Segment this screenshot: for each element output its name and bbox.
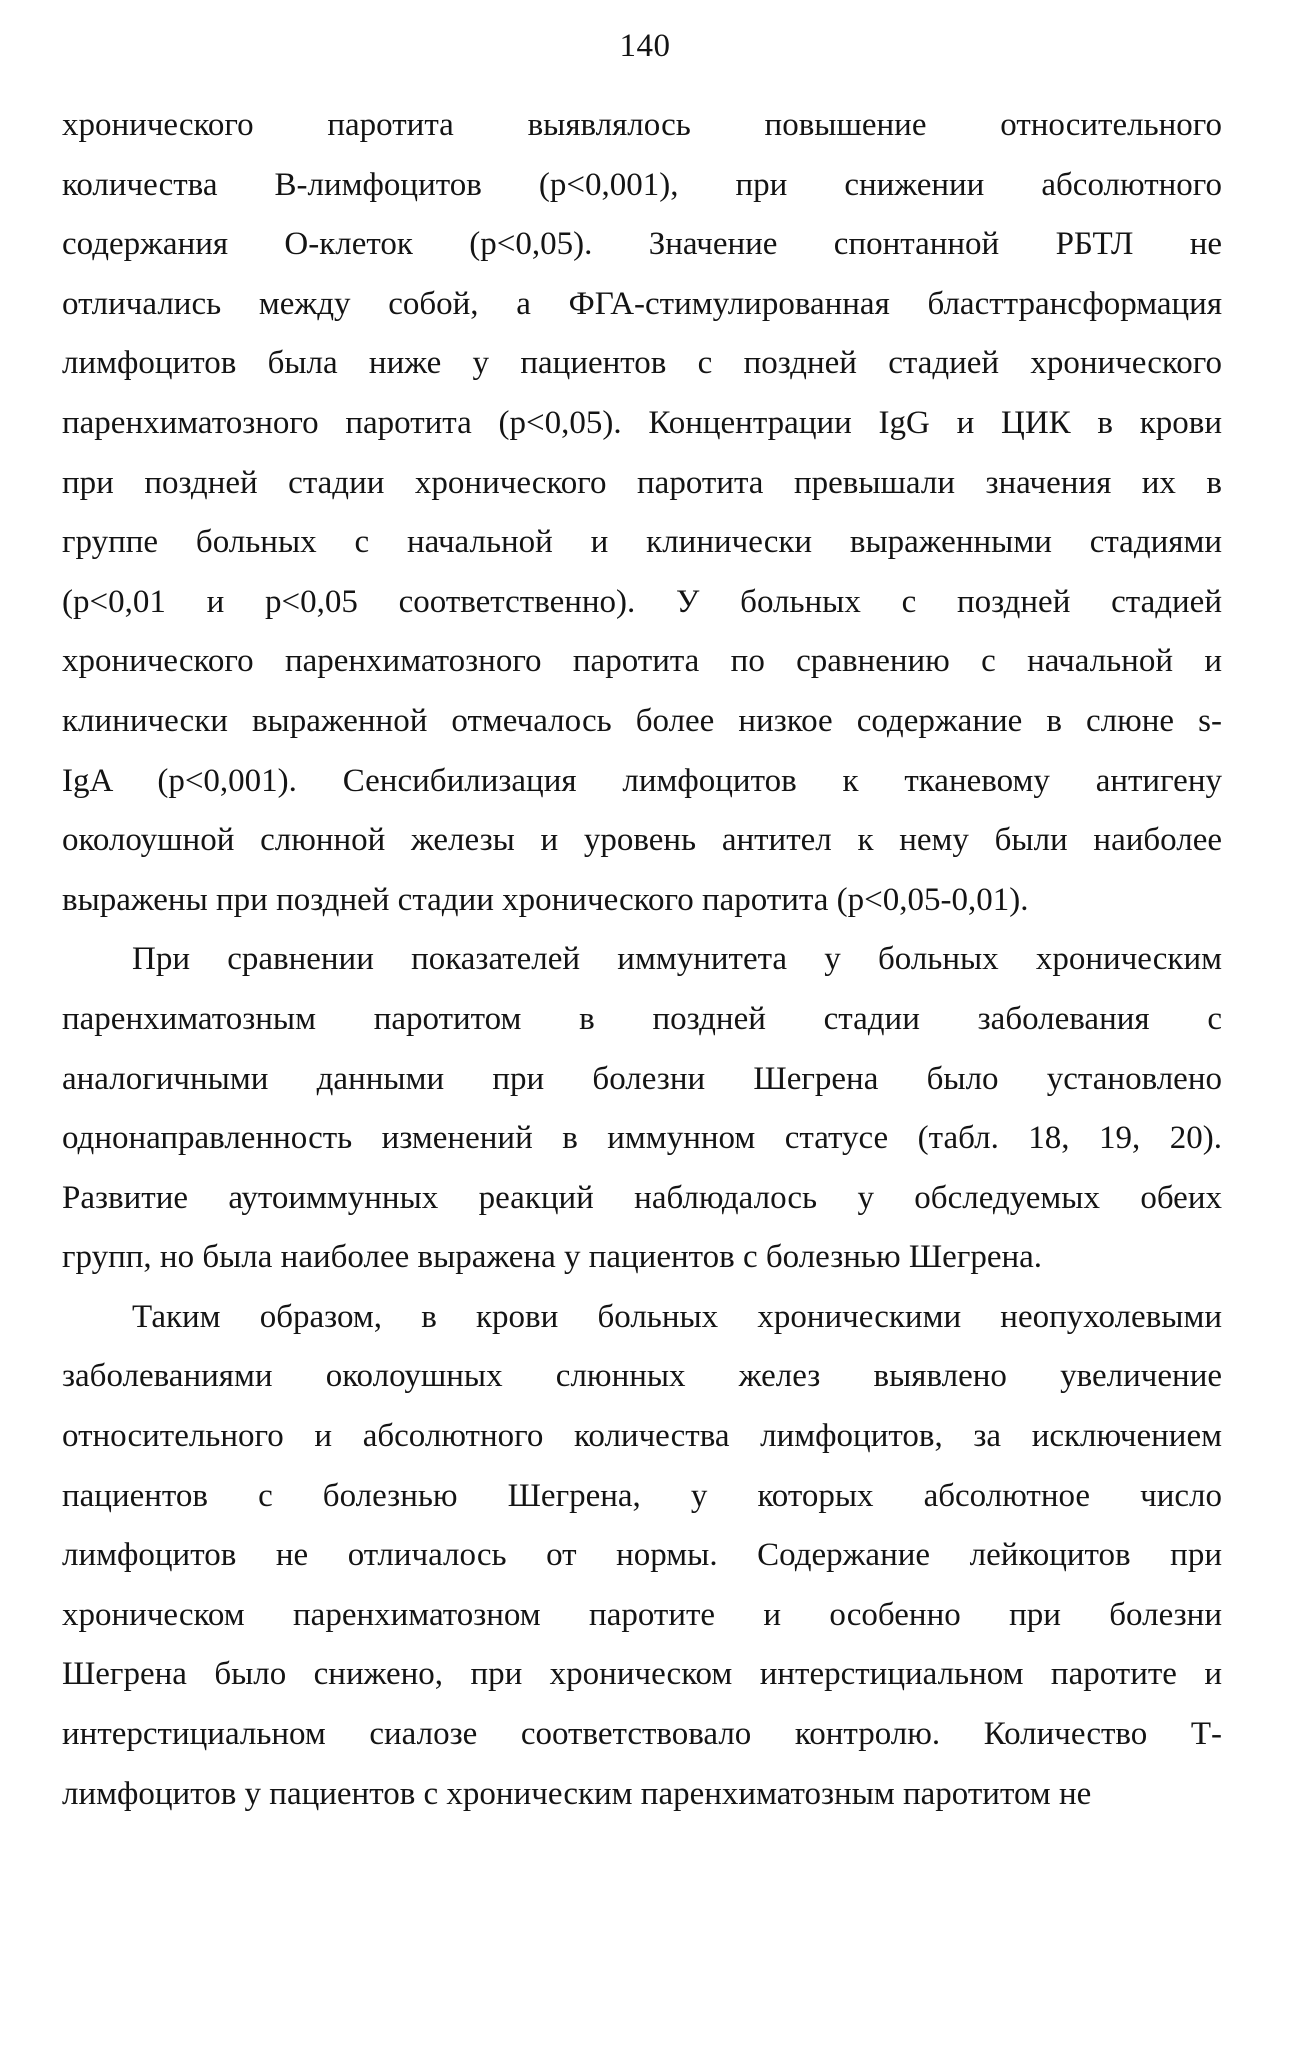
text-line: пациентов с болезнью Шегрена, у которых абсолютное число — [62, 1477, 1222, 1514]
text-line: околоушной слюнной железы и уровень антител к нему были наиболее — [62, 822, 1222, 859]
text-line: хронического паренхиматозного паротита по сравнению с начальной и — [62, 643, 1222, 680]
text-line: Таким образом, в крови больных хроническими неопухолевыми — [132, 1298, 1222, 1335]
text-line: Шегрена было снижено, при хроническом интерстициальном паротите и — [62, 1656, 1222, 1693]
text-line: хроническом паренхиматозном паротите и особенно при болезни — [62, 1596, 1222, 1633]
paragraph — [62, 96, 1222, 930]
text-line: групп, но была наиболее выражена у пациентов с болезнью Шегрена. — [62, 1239, 1043, 1276]
text-line: относительного и абсолютного количества лимфоцитов, за исключением — [62, 1418, 1222, 1455]
text-line: лимфоцитов у пациентов с хроническим паренхиматозным паротитом не — [62, 1775, 1092, 1812]
text-line: аналогичными данными при болезни Шегрена было установлено — [62, 1060, 1222, 1097]
text-line: При сравнении показателей иммунитета у больных хроническим — [132, 941, 1222, 978]
text-line: хронического паротита выявлялось повышение относительного — [62, 107, 1222, 143]
text-line: выражены при поздней стадии хронического паротита (р<0,05-0,01). — [62, 881, 1029, 918]
text-line: отличались между собой, а ФГА-стимулированная бласттрансформация — [62, 285, 1222, 322]
text-line: IgA (p<0,001). Сенсибилизация лимфоцитов к тканевому антигену — [62, 762, 1222, 799]
paragraph — [62, 1288, 1222, 1824]
text-line: (р<0,01 и р<0,05 соответственно). У больных с поздней стадией — [62, 583, 1222, 620]
text-line: количества В-лимфоцитов (р<0,001), при снижении абсолютного — [62, 166, 1222, 203]
text-line: Развитие аутоиммунных реакций наблюдалось у обследуемых обеих — [62, 1179, 1222, 1216]
text-line: интерстициальном сиалозе соответствовало контролю. Количество Т- — [62, 1716, 1222, 1753]
text-line: заболеваниями околоушных слюнных желез выявлено увеличение — [62, 1358, 1222, 1395]
paragraph — [62, 930, 1222, 1288]
text-line: однонаправленность изменений в иммунном статусе (табл. 18, 19, 20). — [62, 1120, 1222, 1157]
text-line: содержания О-клеток (р<0,05). Значение спонтанной РБТЛ не — [62, 226, 1222, 263]
text-line: группе больных с начальной и клинически выраженными стадиями — [62, 524, 1222, 561]
body-text — [62, 96, 1222, 1824]
text-line: лимфоцитов была ниже у пациентов с поздней стадией хронического — [62, 345, 1222, 382]
text-line: при поздней стадии хронического паротита превышали значения их в — [62, 464, 1222, 501]
text-line: паренхиматозного паротита (р<0,05). Концентрации IgG и ЦИК в крови — [62, 404, 1222, 441]
text-line: паренхиматозным паротитом в поздней стадии заболевания с — [62, 1000, 1222, 1037]
page-number: 140 — [619, 28, 671, 64]
text-line: клинически выраженной отмечалось более низкое содержание в слюне s- — [62, 702, 1222, 739]
text-line: лимфоцитов не отличалось от нормы. Содержание лейкоцитов при — [62, 1537, 1222, 1574]
